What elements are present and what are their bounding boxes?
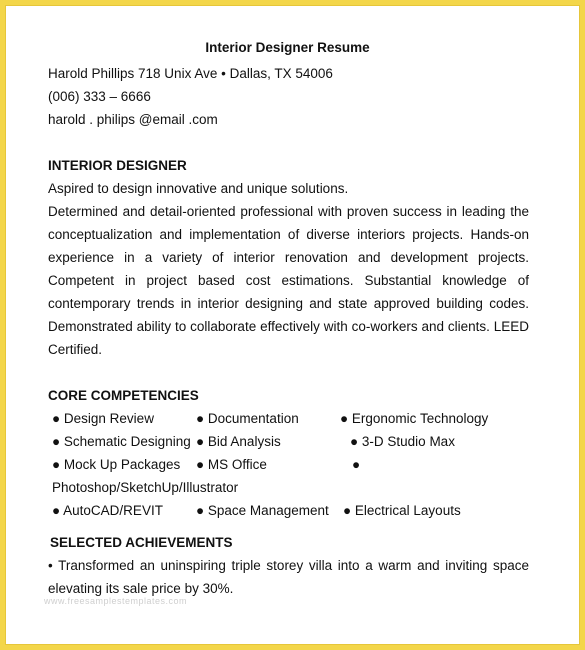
achievement-item: • Transformed an uninspiring triple storey villa into a warm and inviting space elevating its sale price by 30%. bbox=[48, 558, 529, 596]
objective-summary: Determined and detail-oriented professional with proven success in leading the conceptualization and implementation of diverse interiors projects. Hands-on experience in a variety of interior renovation and development projects. Competent in project based cost estimations. Substantial knowledge of contemporary trends in interior designing and state approved building codes. Demonstrated ability to collaborate effectively with co-workers and clients. LEED Certified. bbox=[48, 204, 529, 357]
competency-item: ● Space Management bbox=[196, 503, 329, 518]
competency-item: ● bbox=[352, 457, 361, 472]
competency-item: ● Documentation bbox=[196, 411, 299, 426]
objective-heading: INTERIOR DESIGNER bbox=[48, 158, 187, 173]
competency-item: ● AutoCAD/REVIT bbox=[52, 503, 163, 518]
competency-item: ● Electrical Layouts bbox=[343, 503, 461, 518]
contact-name-address: Harold Phillips 718 Unix Ave • Dallas, TX 54006 bbox=[48, 66, 333, 81]
competency-item: ● Bid Analysis bbox=[196, 434, 281, 449]
competency-item: ● Ergonomic Technology bbox=[340, 411, 489, 426]
contact-phone: (006) 333 – 6666 bbox=[48, 89, 151, 104]
competencies-heading: CORE COMPETENCIES bbox=[48, 388, 199, 403]
watermark: www.freesamplestemplates.com bbox=[44, 596, 188, 606]
contact-email: harold . philips @email .com bbox=[48, 112, 218, 127]
competency-item: ● Schematic Designing bbox=[52, 434, 191, 449]
resume-title: Interior Designer Resume bbox=[205, 40, 370, 55]
competency-item: ● Mock Up Packages bbox=[52, 457, 181, 472]
competency-item: ● 3-D Studio Max bbox=[350, 434, 455, 449]
competency-item-continued: Photoshop/SketchUp/Illustrator bbox=[52, 480, 239, 495]
objective-aim: Aspired to design innovative and unique solutions. bbox=[48, 181, 349, 196]
competency-item: ● MS Office bbox=[196, 457, 267, 472]
competency-item: ● Design Review bbox=[52, 411, 154, 426]
achievements-heading: SELECTED ACHIEVEMENTS bbox=[50, 535, 233, 550]
